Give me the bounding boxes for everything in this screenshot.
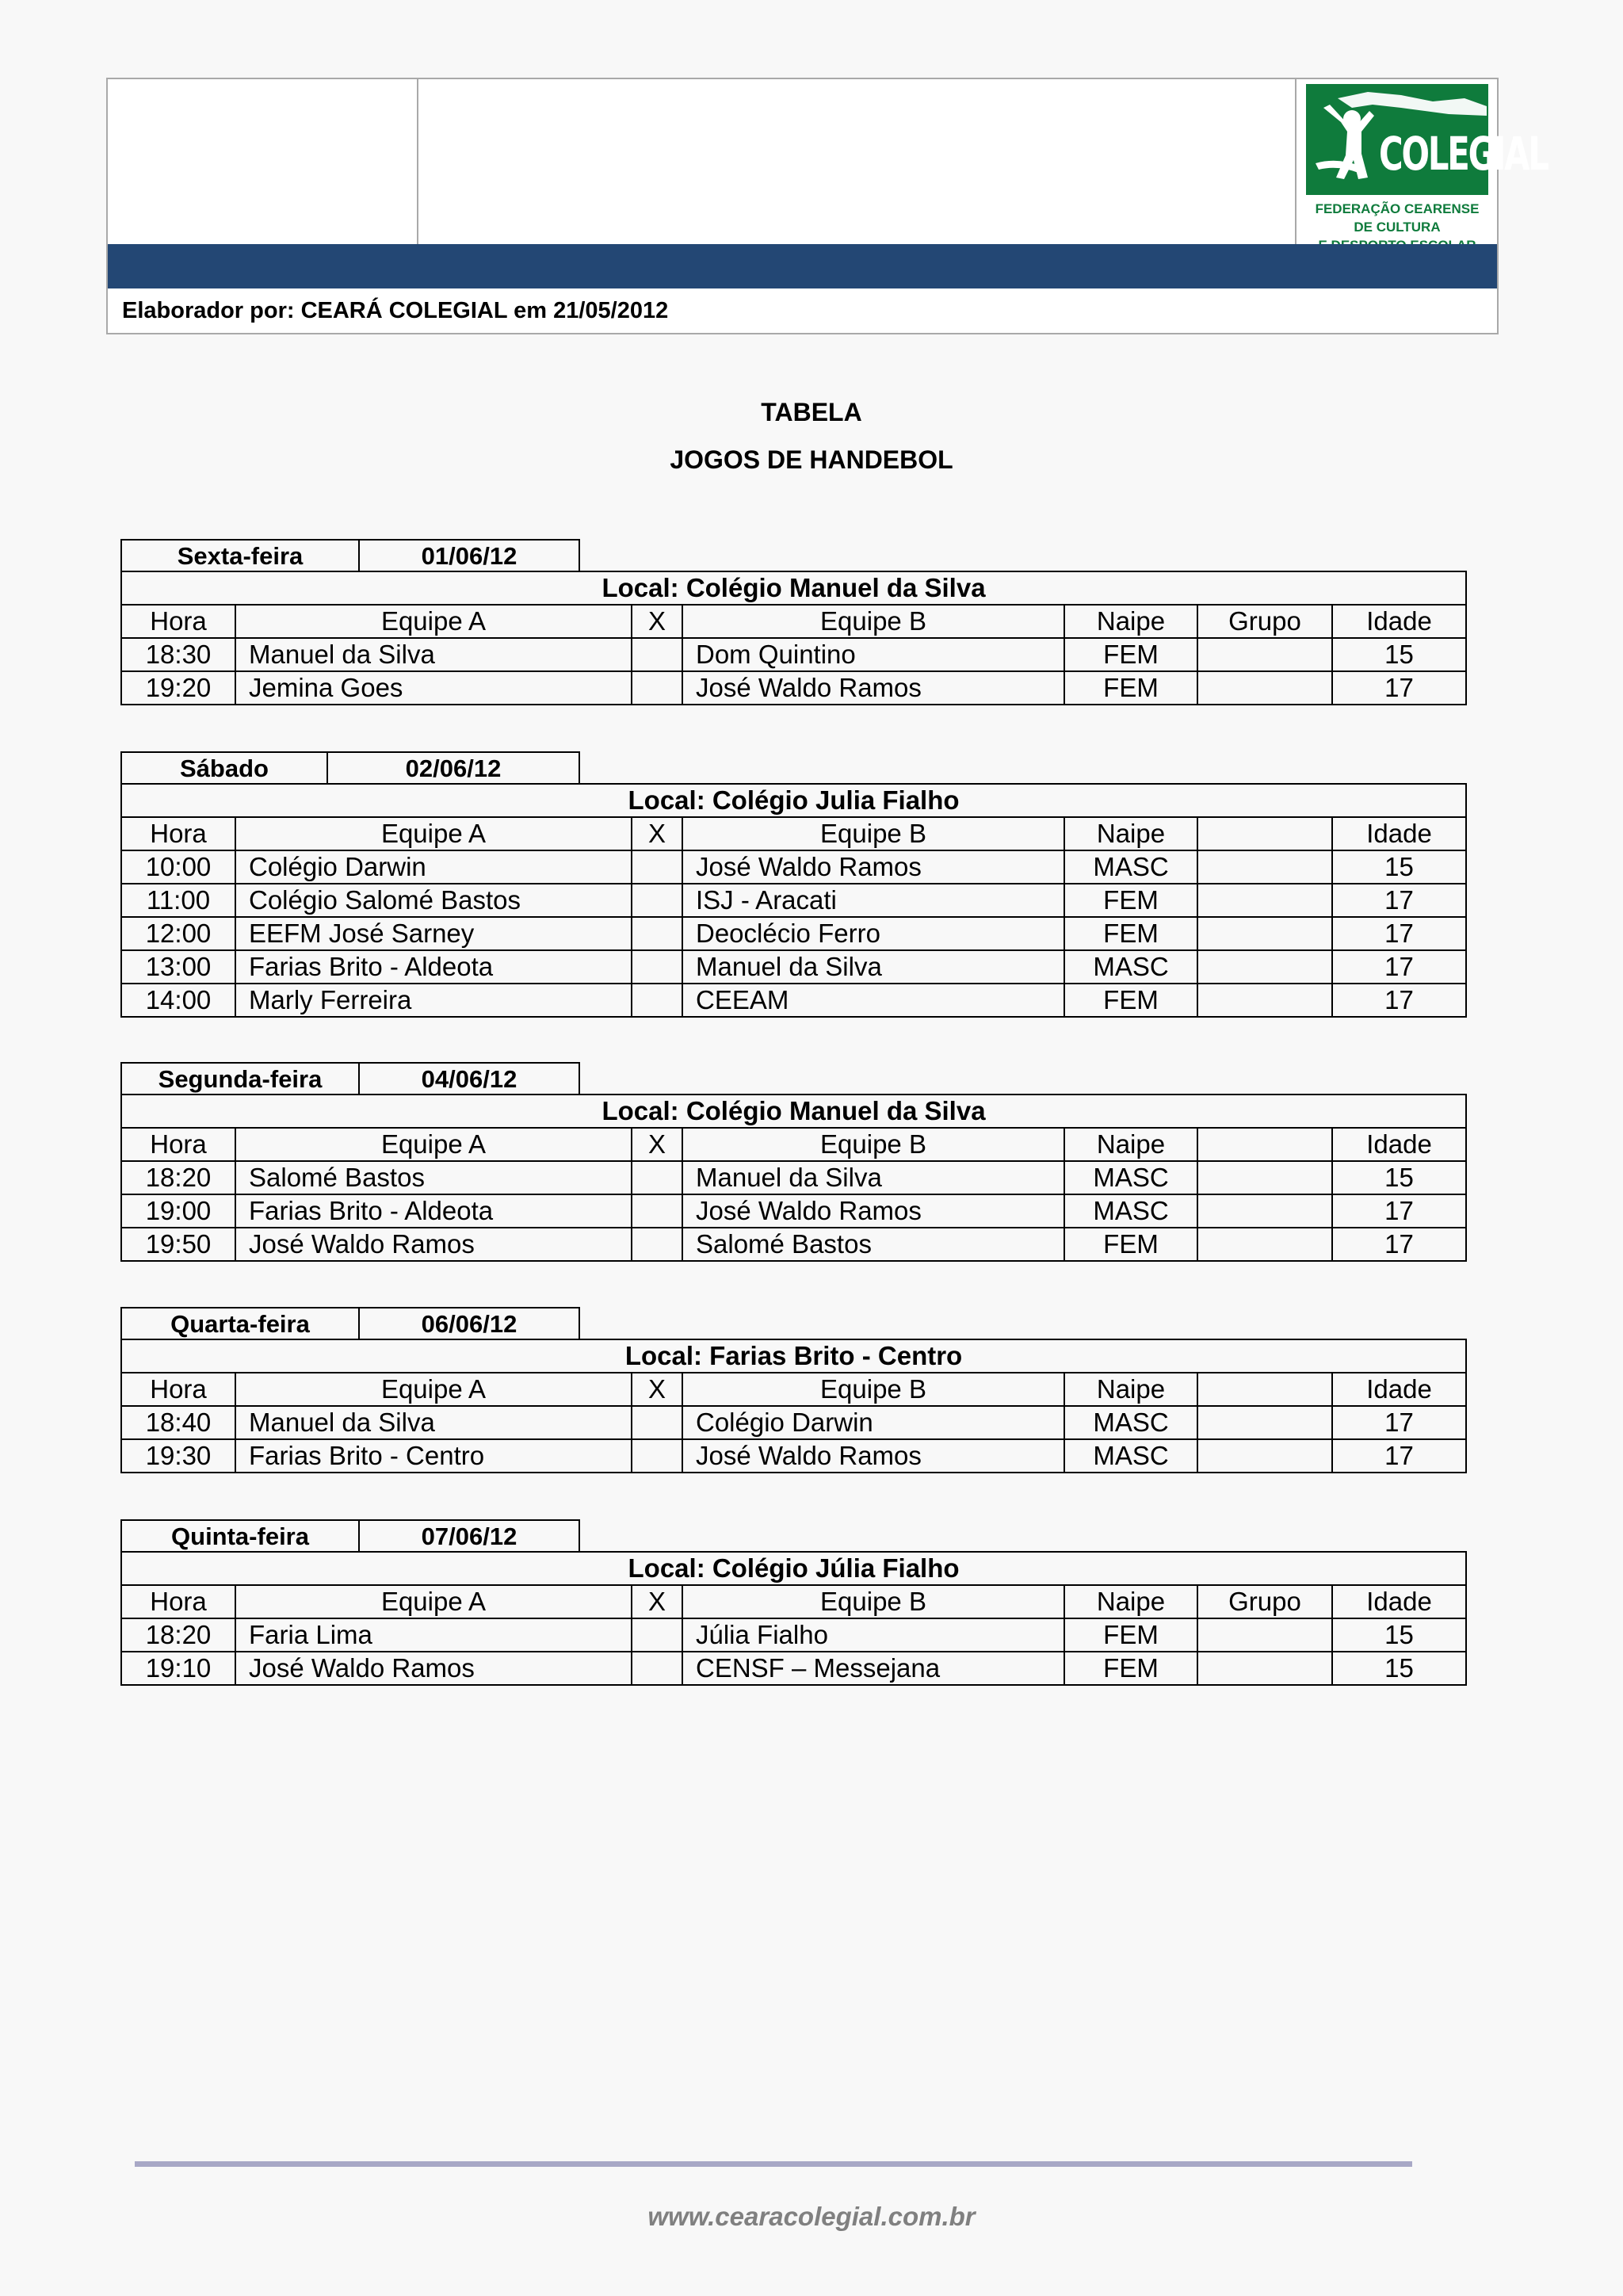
cell-hora: 18:20 <box>121 1618 235 1652</box>
venue-label: Local: Colégio Manuel da Silva <box>121 1095 1466 1128</box>
cell-a: EEFM José Sarney <box>235 917 632 950</box>
games-table <box>120 1094 1467 1262</box>
cell-hora: 19:50 <box>121 1228 235 1261</box>
column-header-grupo <box>1197 817 1332 850</box>
table-row <box>121 984 1466 1017</box>
column-header-row <box>121 817 1466 850</box>
games-table <box>120 571 1467 705</box>
cell-x <box>632 850 682 884</box>
table-row <box>121 850 1466 884</box>
cell-hora: 19:30 <box>121 1439 235 1473</box>
cell-b: José Waldo Ramos <box>682 1439 1064 1473</box>
column-header-idade: Idade <box>1332 817 1466 850</box>
table-row <box>121 1161 1466 1194</box>
cell-idade: 17 <box>1332 1228 1466 1261</box>
column-header-x: X <box>632 1373 682 1406</box>
header-box <box>106 78 1548 334</box>
day-name: Quinta-feira <box>120 1519 360 1553</box>
cell-hora: 18:20 <box>121 1161 235 1194</box>
cell-idade: 17 <box>1332 1194 1466 1228</box>
day-name: Quarta-feira <box>120 1307 360 1340</box>
cell-hora: 12:00 <box>121 917 235 950</box>
day-block <box>120 539 1465 705</box>
cell-naipe: FEM <box>1064 1228 1197 1261</box>
cell-idade: 15 <box>1332 850 1466 884</box>
table-row <box>121 1406 1466 1439</box>
day-block <box>120 1519 1465 1686</box>
column-header-idade: Idade <box>1332 1128 1466 1161</box>
cell-a: Marly Ferreira <box>235 984 632 1017</box>
cell-idade: 17 <box>1332 671 1466 705</box>
cell-b: Deoclécio Ferro <box>682 917 1064 950</box>
cell-x <box>632 1228 682 1261</box>
cell-grupo <box>1197 884 1332 917</box>
column-header-grupo <box>1197 1128 1332 1161</box>
cell-x <box>632 1161 682 1194</box>
column-header-naipe: Naipe <box>1064 1585 1197 1618</box>
games-table <box>120 1551 1467 1686</box>
header-cell-middle <box>418 79 1296 244</box>
cell-idade: 15 <box>1332 1618 1466 1652</box>
day-date: 06/06/12 <box>358 1307 580 1340</box>
colegial-logo <box>1306 84 1548 239</box>
cell-grupo <box>1197 638 1332 671</box>
column-header-grupo <box>1197 1373 1332 1406</box>
cell-hora: 19:10 <box>121 1652 235 1685</box>
cell-x <box>632 884 682 917</box>
header-cell-logo <box>1296 79 1548 244</box>
cell-grupo <box>1197 1439 1332 1473</box>
day-date: 01/06/12 <box>358 539 580 572</box>
column-header-equipe-b: Equipe B <box>682 605 1064 638</box>
cell-b: CEEAM <box>682 984 1064 1017</box>
column-header-idade: Idade <box>1332 1585 1466 1618</box>
column-header-x: X <box>632 605 682 638</box>
cell-hora: 18:30 <box>121 638 235 671</box>
cell-naipe: FEM <box>1064 884 1197 917</box>
column-header-equipe-a: Equipe A <box>235 1373 632 1406</box>
column-header-x: X <box>632 1585 682 1618</box>
column-header-equipe-a: Equipe A <box>235 1585 632 1618</box>
day-date: 07/06/12 <box>358 1519 580 1553</box>
cell-grupo <box>1197 1228 1332 1261</box>
cell-a: Faria Lima <box>235 1618 632 1652</box>
column-header-naipe: Naipe <box>1064 1128 1197 1161</box>
cell-idade: 17 <box>1332 984 1466 1017</box>
column-header-hora: Hora <box>121 1373 235 1406</box>
day-header <box>120 1307 1465 1339</box>
cell-b: CENSF – Messejana <box>682 1652 1064 1685</box>
cell-hora: 19:00 <box>121 1194 235 1228</box>
venue-label: Local: Farias Brito - Centro <box>121 1339 1466 1373</box>
cell-grupo <box>1197 1652 1332 1685</box>
cell-naipe: FEM <box>1064 671 1197 705</box>
column-header-equipe-a: Equipe A <box>235 817 632 850</box>
cell-naipe: FEM <box>1064 917 1197 950</box>
column-header-equipe-b: Equipe B <box>682 817 1064 850</box>
logo-word: COLEGIAL <box>1379 127 1548 181</box>
cell-x <box>632 1439 682 1473</box>
column-header-grupo: Grupo <box>1197 605 1332 638</box>
cell-grupo <box>1197 671 1332 705</box>
day-date: 02/06/12 <box>327 751 580 785</box>
table-row <box>121 950 1466 984</box>
cell-b: Colégio Darwin <box>682 1406 1064 1439</box>
cell-grupo <box>1197 950 1332 984</box>
cell-x <box>632 1406 682 1439</box>
cell-b: José Waldo Ramos <box>682 1194 1064 1228</box>
cell-a: Farias Brito - Aldeota <box>235 1194 632 1228</box>
footer-divider <box>135 2161 1412 2167</box>
cell-b: Dom Quintino <box>682 638 1064 671</box>
table-row <box>121 1618 1466 1652</box>
day-name: Segunda-feira <box>120 1062 360 1095</box>
column-header-row <box>121 605 1466 638</box>
cell-a: Salomé Bastos <box>235 1161 632 1194</box>
cell-x <box>632 984 682 1017</box>
cell-grupo <box>1197 1194 1332 1228</box>
table-row <box>121 638 1466 671</box>
cell-a: Jemina Goes <box>235 671 632 705</box>
cell-idade: 15 <box>1332 1161 1466 1194</box>
cell-b: Salomé Bastos <box>682 1228 1064 1261</box>
cell-naipe: MASC <box>1064 1161 1197 1194</box>
cell-grupo <box>1197 984 1332 1017</box>
column-header-equipe-b: Equipe B <box>682 1128 1064 1161</box>
day-date: 04/06/12 <box>358 1062 580 1095</box>
cell-b: Manuel da Silva <box>682 1161 1064 1194</box>
day-block <box>120 751 1465 1018</box>
games-table <box>120 1339 1467 1473</box>
column-header-idade: Idade <box>1332 605 1466 638</box>
venue-label: Local: Colégio Júlia Fialho <box>121 1552 1466 1585</box>
cell-x <box>632 1652 682 1685</box>
day-block <box>120 1062 1465 1262</box>
day-block <box>120 1307 1465 1473</box>
cell-idade: 17 <box>1332 917 1466 950</box>
cell-a: Colégio Salomé Bastos <box>235 884 632 917</box>
day-header <box>120 1519 1465 1551</box>
cell-b: José Waldo Ramos <box>682 671 1064 705</box>
column-header-hora: Hora <box>121 817 235 850</box>
games-table <box>120 783 1467 1018</box>
logo-green-block <box>1306 84 1548 195</box>
column-header-grupo: Grupo <box>1197 1585 1332 1618</box>
cell-idade: 15 <box>1332 1652 1466 1685</box>
cell-x <box>632 1194 682 1228</box>
table-row <box>121 884 1466 917</box>
cell-naipe: MASC <box>1064 1194 1197 1228</box>
cell-grupo <box>1197 1161 1332 1194</box>
cell-naipe: FEM <box>1064 984 1197 1017</box>
cell-a: Manuel da Silva <box>235 638 632 671</box>
venue-label: Local: Colégio Julia Fialho <box>121 784 1466 817</box>
cell-x <box>632 638 682 671</box>
day-name: Sexta-feira <box>120 539 360 572</box>
column-header-naipe: Naipe <box>1064 817 1197 850</box>
column-header-x: X <box>632 817 682 850</box>
footer-url: www.cearacolegial.com.br <box>647 2202 976 2231</box>
cell-grupo <box>1197 1406 1332 1439</box>
venue-label: Local: Colégio Manuel da Silva <box>121 571 1466 605</box>
cell-hora: 14:00 <box>121 984 235 1017</box>
cell-a: Manuel da Silva <box>235 1406 632 1439</box>
cell-hora: 11:00 <box>121 884 235 917</box>
cell-idade: 17 <box>1332 950 1466 984</box>
cell-idade: 15 <box>1332 638 1466 671</box>
table-row <box>121 1194 1466 1228</box>
column-header-naipe: Naipe <box>1064 1373 1197 1406</box>
table-row <box>121 917 1466 950</box>
cell-grupo <box>1197 850 1332 884</box>
cell-idade: 17 <box>1332 884 1466 917</box>
page-subtitle: JOGOS DE HANDEBOL <box>670 445 953 474</box>
table-row <box>121 671 1466 705</box>
column-header-equipe-a: Equipe A <box>235 1128 632 1161</box>
column-header-x: X <box>632 1128 682 1161</box>
cell-grupo <box>1197 917 1332 950</box>
column-header-hora: Hora <box>121 605 235 638</box>
page-title: TABELA <box>761 398 862 426</box>
column-header-hora: Hora <box>121 1585 235 1618</box>
cell-x <box>632 917 682 950</box>
header-cell-left <box>108 79 418 244</box>
cell-hora: 13:00 <box>121 950 235 984</box>
cell-idade: 17 <box>1332 1406 1466 1439</box>
cell-idade: 17 <box>1332 1439 1466 1473</box>
cell-naipe: FEM <box>1064 1618 1197 1652</box>
column-header-row <box>121 1373 1466 1406</box>
cell-hora: 19:20 <box>121 671 235 705</box>
cell-naipe: FEM <box>1064 638 1197 671</box>
column-header-row <box>121 1585 1466 1618</box>
cell-a: Farias Brito - Centro <box>235 1439 632 1473</box>
day-header <box>120 539 1465 571</box>
cell-naipe: MASC <box>1064 950 1197 984</box>
column-header-hora: Hora <box>121 1128 235 1161</box>
logo-subtitle-line1: FEDERAÇÃO CEARENSE DE CULTURA <box>1315 201 1480 235</box>
cell-grupo <box>1197 1618 1332 1652</box>
cell-hora: 10:00 <box>121 850 235 884</box>
cell-x <box>632 671 682 705</box>
day-header <box>120 1062 1465 1094</box>
cell-b: José Waldo Ramos <box>682 850 1064 884</box>
cell-b: Manuel da Silva <box>682 950 1064 984</box>
header-author-line: Elaborador por: CEARÁ COLEGIAL em 21/05/2012 <box>122 298 669 323</box>
cell-a: Colégio Darwin <box>235 850 632 884</box>
column-header-naipe: Naipe <box>1064 605 1197 638</box>
cell-a: Farias Brito - Aldeota <box>235 950 632 984</box>
cell-naipe: MASC <box>1064 1406 1197 1439</box>
column-header-row <box>121 1128 1466 1161</box>
table-row <box>121 1228 1466 1261</box>
column-header-equipe-b: Equipe B <box>682 1585 1064 1618</box>
day-name: Sábado <box>120 751 328 785</box>
cell-x <box>632 950 682 984</box>
cell-naipe: MASC <box>1064 1439 1197 1473</box>
header-blue-band <box>108 244 1497 288</box>
day-header <box>120 751 1465 783</box>
cell-b: ISJ - Aracati <box>682 884 1064 917</box>
column-header-idade: Idade <box>1332 1373 1466 1406</box>
column-header-equipe-a: Equipe A <box>235 605 632 638</box>
cell-x <box>632 1618 682 1652</box>
cell-a: José Waldo Ramos <box>235 1652 632 1685</box>
cell-naipe: MASC <box>1064 850 1197 884</box>
cell-naipe: FEM <box>1064 1652 1197 1685</box>
cell-b: Júlia Fialho <box>682 1618 1064 1652</box>
table-row <box>121 1439 1466 1473</box>
cell-hora: 18:40 <box>121 1406 235 1439</box>
column-header-equipe-b: Equipe B <box>682 1373 1064 1406</box>
cell-a: José Waldo Ramos <box>235 1228 632 1261</box>
table-row <box>121 1652 1466 1685</box>
